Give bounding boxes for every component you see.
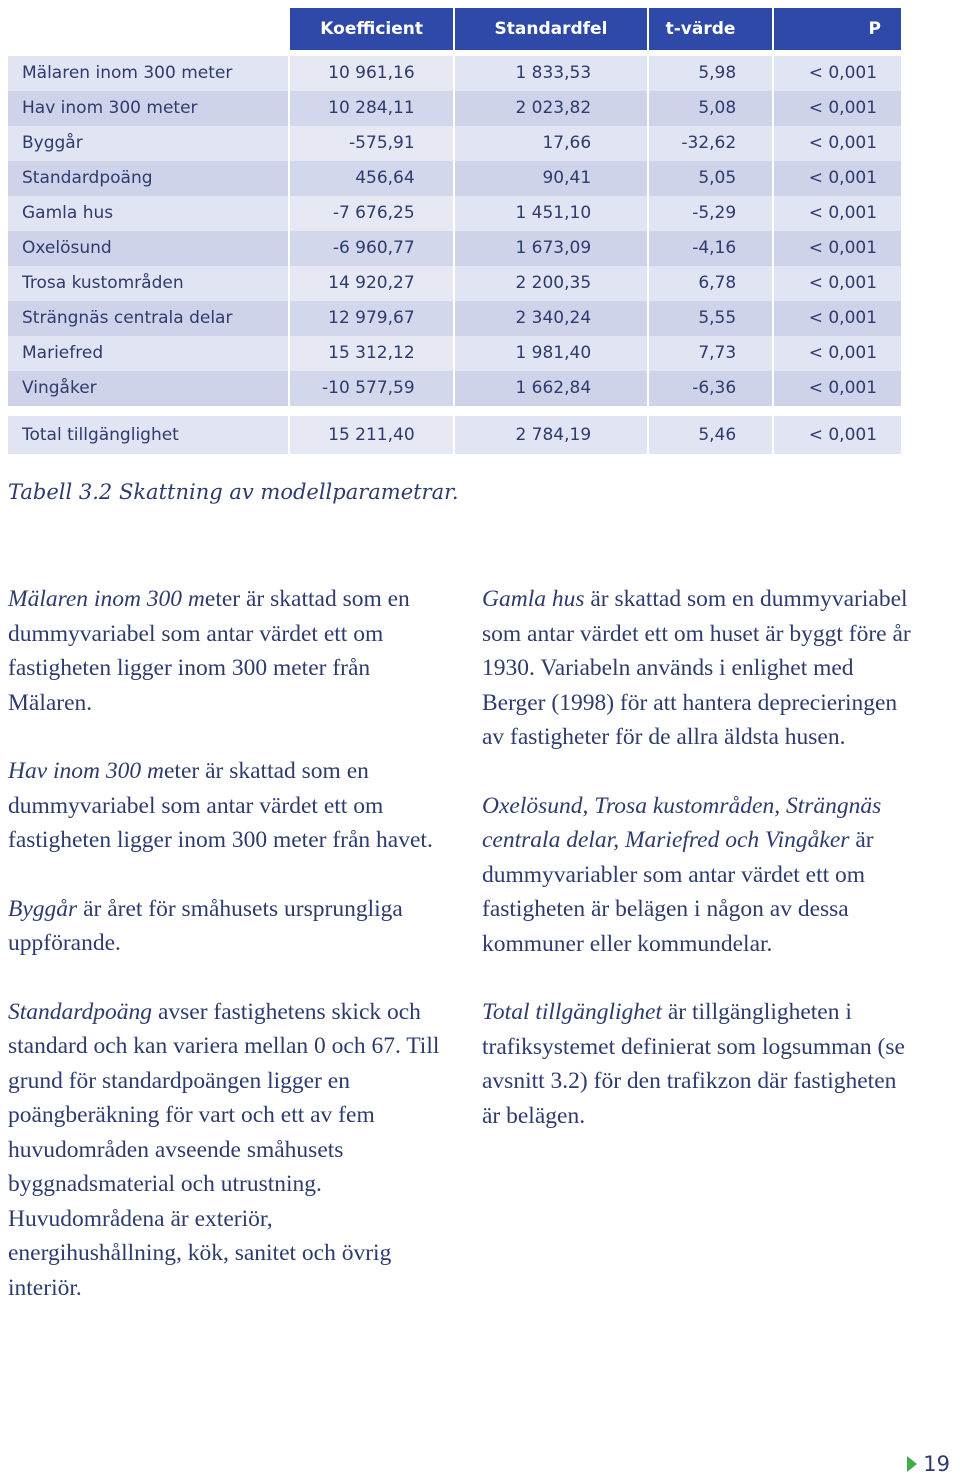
row-t-varde: -5,29 [649, 196, 772, 231]
page-number-label: 19 [923, 1452, 950, 1476]
paragraph [482, 582, 912, 755]
row-standardfel: 1 662,84 [455, 371, 648, 406]
row-koefficient: 12 979,67 [290, 301, 453, 336]
row-standardfel: 90,41 [455, 161, 648, 196]
paragraph [8, 582, 448, 720]
header-koefficient: Koefficient [290, 8, 452, 50]
row-label: Mälaren inom 300 meter [8, 56, 288, 91]
row-p: < 0,001 [774, 196, 901, 231]
row-t-varde: 5,55 [649, 301, 772, 336]
row-t-varde: 5,05 [649, 161, 772, 196]
parameter-table [8, 8, 901, 454]
paragraph [8, 754, 448, 858]
paragraph-term: Hav inom 300 m [8, 758, 164, 784]
table-row [8, 301, 901, 336]
table-row [8, 371, 901, 406]
row-koefficient: 456,64 [290, 161, 453, 196]
row-koefficient: 10 961,16 [290, 56, 453, 91]
header-t-varde: t-värde [649, 8, 772, 50]
paragraph-term: Mälaren inom 300 m [8, 586, 205, 612]
row-t-varde: 5,98 [649, 56, 772, 91]
row-p: < 0,001 [774, 301, 901, 336]
row-koefficient: 14 920,27 [290, 266, 453, 301]
page-number [907, 1452, 950, 1476]
paragraph-term: Byggår [8, 895, 78, 922]
row-p: < 0,001 [774, 371, 901, 406]
row-label: Strängnäs centrala delar [8, 301, 288, 336]
paragraph-term: Oxelösund, Trosa kustområden, Strängnäs centrala delar, Mariefred och Vingåker [482, 792, 882, 853]
row-koefficient: -10 577,59 [290, 371, 453, 406]
row-label: Mariefred [8, 336, 288, 371]
paragraph-text: avser fastighetens skick och standard och kan variera mellan 0 och 67. Till grund för standardpoängen ligger en poängberäkning för vart och ett av fem huvudområden avseende småhusets byggnadsmaterial och utrustning. Huvudområdena är exteriör, energihushållning, kök, sanitet och övrig interiör. [8, 998, 440, 1301]
row-label: Byggår [8, 126, 288, 161]
row-p: < 0,001 [774, 266, 901, 301]
row-p: < 0,001 [774, 231, 901, 266]
header-label [8, 8, 288, 50]
row-t-varde: 5,46 [649, 416, 772, 454]
table-row [8, 231, 901, 266]
paragraph-term: Total tillgänglighet [482, 999, 662, 1025]
row-label: Gamla hus [8, 196, 288, 231]
header-p: P [774, 8, 901, 50]
page-arrow-icon [907, 1456, 917, 1472]
table-row [8, 336, 901, 371]
row-standardfel: 17,66 [455, 126, 648, 161]
paragraph-text: är tillgängligheten i trafiksystemet definierat som logsumman (se avsnitt 3.2) för den trafikzon där fastigheten är belägen. [482, 999, 905, 1129]
row-t-varde: -4,16 [649, 231, 772, 266]
table-row [8, 91, 901, 126]
row-label: Oxelösund [8, 231, 288, 266]
table-row [8, 56, 901, 91]
row-label: Standardpoäng [8, 161, 288, 196]
text-column-left [8, 582, 448, 1339]
paragraph [8, 995, 448, 1306]
paragraph-term: Standardpoäng [8, 998, 153, 1025]
row-label: Trosa kustområden [8, 266, 288, 301]
text-column-right [482, 582, 912, 1167]
table-total-row [8, 416, 901, 454]
paragraph-text: är dummyvariabler som antar värdet ett om fastigheten är belägen i någon av dessa kommuner eller kommundelar. [482, 827, 874, 957]
row-koefficient: -575,91 [290, 126, 453, 161]
row-p: < 0,001 [774, 56, 901, 91]
row-t-varde: 6,78 [649, 266, 772, 301]
row-standardfel: 2 200,35 [455, 266, 648, 301]
row-label: Hav inom 300 meter [8, 91, 288, 126]
row-t-varde: 5,08 [649, 91, 772, 126]
row-label: Total tillgänglighet [8, 416, 288, 454]
paragraph [482, 789, 912, 962]
table-body [8, 56, 901, 454]
row-standardfel: 2 023,82 [455, 91, 648, 126]
table-row [8, 266, 901, 301]
row-p: < 0,001 [774, 161, 901, 196]
row-p: < 0,001 [774, 91, 901, 126]
paragraph-text: är skattad som en dummyvariabel som antar värdet ett om huset är byggt före år 1930. Variabeln används i enlighet med Berger (1998) för att hantera deprecieringen av fastigheter för de allra äldsta husen. [482, 586, 911, 750]
row-standardfel: 1 451,10 [455, 196, 648, 231]
row-koefficient: -7 676,25 [290, 196, 453, 231]
paragraph-term: Gamla hus [482, 586, 585, 612]
paragraph-text: eter är skattad som en dummyvariabel som antar värdet ett om fastigheten ligger inom 300 meter från Mälaren. [8, 586, 410, 716]
paragraph-text: är året för småhusets ursprungliga uppförande. [8, 895, 403, 956]
row-koefficient: 10 284,11 [290, 91, 453, 126]
table-row [8, 196, 901, 231]
row-t-varde: -32,62 [649, 126, 772, 161]
header-standardfel: Standardfel [455, 8, 647, 50]
row-standardfel: 2 340,24 [455, 301, 648, 336]
row-p: < 0,001 [774, 126, 901, 161]
row-label: Vingåker [8, 371, 288, 406]
paragraph [482, 995, 912, 1133]
row-t-varde: 7,73 [649, 336, 772, 371]
row-standardfel: 1 981,40 [455, 336, 648, 371]
table-header [8, 8, 901, 50]
paragraph [8, 892, 448, 961]
paragraph-text: eter är skattad som en dummyvariabel som antar värdet ett om fastigheten ligger inom 300 meter från havet. [8, 758, 433, 853]
table-caption: Tabell 3.2 Skattning av modellparametrar. [8, 480, 459, 504]
table-row [8, 126, 901, 161]
row-t-varde: -6,36 [649, 371, 772, 406]
row-koefficient: 15 211,40 [290, 416, 453, 454]
row-standardfel: 1 673,09 [455, 231, 648, 266]
row-koefficient: -6 960,77 [290, 231, 453, 266]
row-p: < 0,001 [774, 336, 901, 371]
row-koefficient: 15 312,12 [290, 336, 453, 371]
table-row [8, 161, 901, 196]
row-standardfel: 2 784,19 [455, 416, 648, 454]
row-standardfel: 1 833,53 [455, 56, 648, 91]
row-p: < 0,001 [774, 416, 901, 454]
